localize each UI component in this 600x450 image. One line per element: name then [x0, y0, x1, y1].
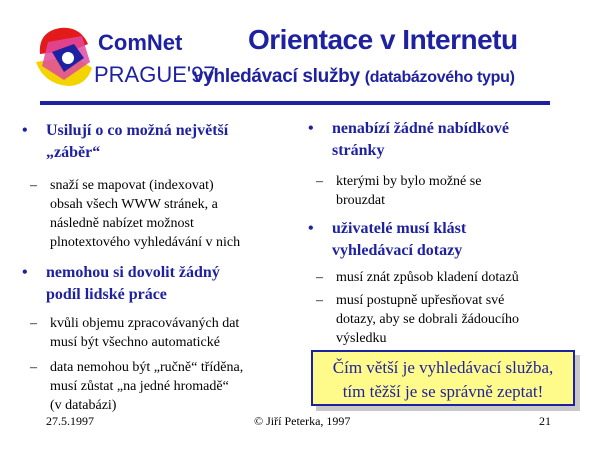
left-sub-2-line1: – kvůli objemu zpracovávaných dat — [50, 316, 240, 331]
left-sub-2-line2: musí být všechno automatické — [50, 335, 220, 350]
right-bullet-2-line1: • uživatelé musí klást — [332, 220, 467, 237]
callout-line1: Čím větší je vyhledávací služba, — [332, 358, 554, 377]
subtitle-main: vyhledávací služby — [193, 66, 360, 87]
left-sub-3-line1: – data nemohou být „ručně“ tříděna, — [50, 360, 244, 375]
right-sub-2 — [308, 268, 598, 287]
callout-line2: tím těžší je se správně zeptat! — [342, 382, 544, 401]
left-sub-1-line3: následně nabízet možnost — [50, 216, 194, 231]
subtitle-paren: (databázového typu) — [364, 69, 515, 86]
logo-text-bottom: PRAGUE'97 — [94, 62, 216, 87]
callout-box — [311, 350, 575, 406]
right-sub-2-line1: – musí znát způsob kladení dotazů — [336, 270, 519, 285]
footer-date: 27.5.1997 — [46, 414, 94, 428]
logo-text-top: ComNet — [98, 30, 183, 55]
title-rule — [40, 101, 550, 105]
footer-author: © Jiří Peterka, 1997 — [254, 414, 351, 428]
slide-title: Orientace v Internetu — [248, 24, 518, 55]
right-sub-1-line2: brouzdat — [336, 193, 385, 208]
left-sub-1-line4: plnotextového vyhledávání v nich — [50, 235, 241, 250]
left-sub-3 — [22, 358, 312, 415]
left-sub-1-line2: obsah všech WWW stránek, a — [50, 197, 218, 212]
left-bullet-2 — [22, 262, 312, 306]
left-sub-1-line1: – snaží se mapovat (indexovat) — [50, 178, 214, 193]
right-sub-1 — [308, 172, 598, 210]
left-sub-3-line3: (v databázi) — [50, 398, 117, 413]
right-column — [308, 118, 598, 348]
left-bullet-2-line2: podíl lidské práce — [46, 286, 167, 303]
right-sub-3-line2: dotazy, aby se dobrali žádoucího — [336, 312, 519, 327]
right-sub-3-line1: – musí postupně upřesňovat své — [336, 293, 505, 308]
right-bullet-2-line2: vyhledávací dotazy — [332, 242, 463, 259]
comnet-logo — [34, 22, 216, 94]
left-sub-1 — [22, 176, 312, 252]
left-bullet-1-line2: „záběr“ — [46, 144, 101, 161]
left-bullet-1-line1: • Usilují o co možná největší — [46, 122, 229, 139]
right-bullet-1-line2: stránky — [332, 142, 385, 159]
right-sub-3 — [308, 291, 598, 348]
footer-page-number: 21 — [539, 414, 551, 428]
slide-subtitle — [193, 66, 515, 88]
left-bullet-1 — [22, 120, 312, 164]
left-sub-3-line2: musí zůstat „na jedné hromadě“ — [50, 379, 229, 394]
right-sub-3-line3: výsledku — [336, 331, 387, 346]
left-sub-2 — [22, 314, 312, 352]
right-bullet-2 — [308, 218, 598, 262]
right-bullet-1-line1: • nenabízí žádné nabídkové — [332, 120, 509, 137]
right-sub-1-line1: – kterými by bylo možné se — [336, 174, 482, 189]
left-column — [22, 120, 312, 415]
left-bullet-2-line1: • nemohou si dovolit žádný — [46, 264, 220, 281]
right-bullet-1 — [308, 118, 598, 162]
